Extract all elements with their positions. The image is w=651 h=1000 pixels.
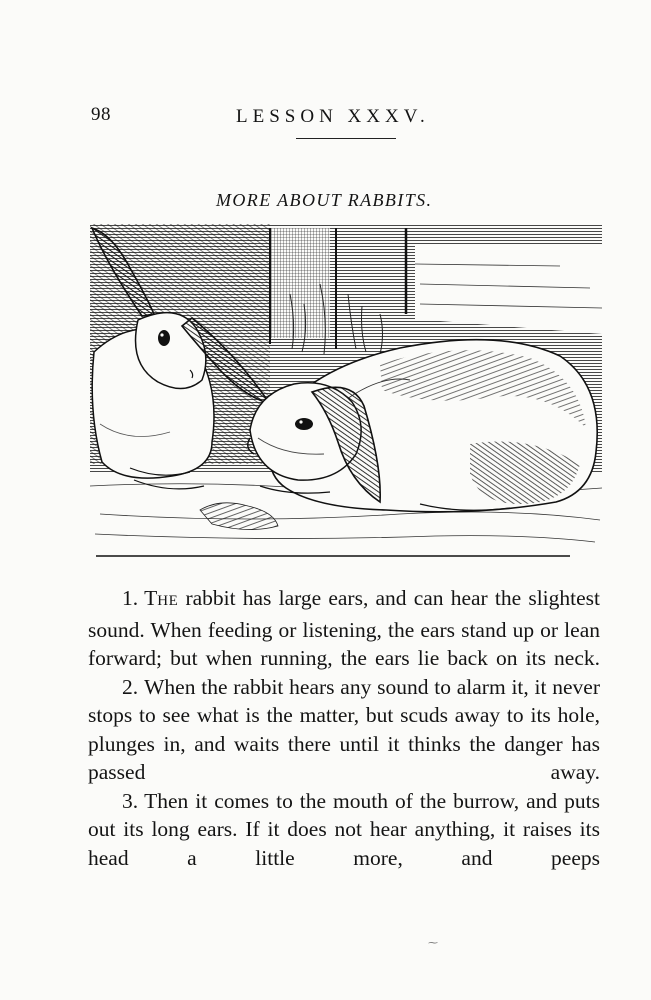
drop-cap-word: THE <box>144 586 179 610</box>
paragraph-number: 1. <box>122 586 139 610</box>
paragraph-text: When the rabbit hears any sound to alarm it, it never stops to see what is the matter, but scuds away to its hole, plunges in, and waits there until it thinks the danger has passed away. <box>88 674 600 784</box>
paragraph-1 <box>88 584 600 673</box>
paragraph-2 <box>88 673 600 787</box>
ink-smudge: ⁓ <box>428 938 438 949</box>
paragraph-3 <box>88 787 600 873</box>
paragraph-text: rabbit has large ears, and can hear the slightest sound. When feeding or listening, the ears stand up or lean forward; but when running, the ears lie back on its neck. <box>88 586 600 670</box>
rabbits-engraving <box>90 224 602 566</box>
page-number: 98 <box>91 104 111 125</box>
paragraph-number: 2. <box>122 674 139 699</box>
body-text <box>88 584 600 872</box>
paragraph-text: Then it comes to the mouth of the burrow, and puts out its long ears. If it does not hear anything, it raises its head a little more, and peeps <box>88 788 600 870</box>
paragraph-number: 3. <box>122 788 139 813</box>
lesson-title: MORE ABOUT RABBITS. <box>216 190 433 210</box>
heading-rule <box>296 138 396 139</box>
lesson-heading: LESSON XXXV. <box>236 106 430 127</box>
